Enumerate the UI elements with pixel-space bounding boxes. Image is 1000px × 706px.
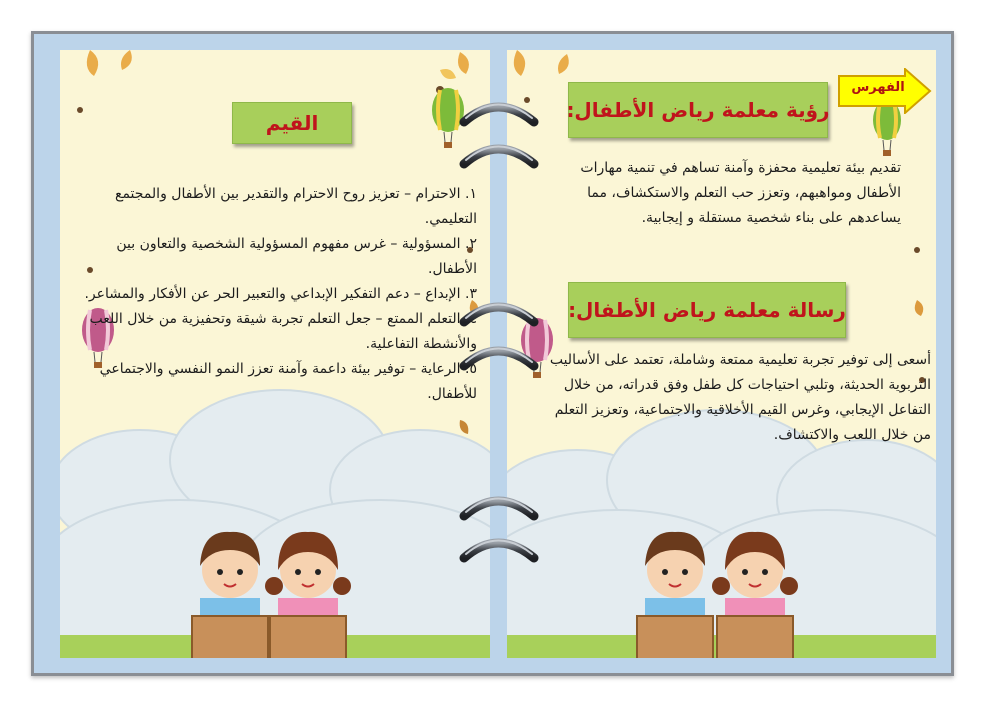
mission-text: أسعى إلى توفير تجربة تعليمية ممتعة وشاملة، تعتمد على الأساليب التربوية الحديثة، وتلبي احتياجات كل طفل وفق قدراته، من خلال التفاعل الإيجابي، وغرس القيم الأخلاقية والاجتماعية، وتعزيز التعلم من خلال اللعب والاكتشاف. <box>549 352 931 443</box>
mission-title: رسالة معلمة رياض الأطفال: <box>568 282 846 338</box>
right-page <box>507 50 936 658</box>
index-button[interactable] <box>837 68 933 114</box>
vision-title: رؤية معلمة رياض الأطفال: <box>568 82 828 138</box>
vision-text: تقديم بيئة تعليمية محفزة وآمنة تساهم في تنمية مهارات الأطفال ومواهبهم، وتعزز حب التعلم والاستكشاف، مما يساعدهم على بناء شخصية مستقلة و إيجابية. <box>580 160 901 226</box>
values-title: القيم <box>232 102 352 144</box>
list-item: ٢. المسؤولية – غرس مفهوم المسؤولية الشخصية والتعاون بين الأطفال. <box>116 236 477 277</box>
values-list <box>75 182 477 407</box>
list-item: ١. الاحترام – تعزيز روح الاحترام والتقدير بين الأطفال والمجتمع التعليمي. <box>115 186 477 227</box>
binder-rings <box>452 96 544 580</box>
list-item: ٣. الإبداع – دعم التفكير الإبداعي والتعبير الحر عن الأفكار والمشاعر. <box>84 286 477 302</box>
left-page <box>60 50 490 658</box>
index-button-label: الفهرس <box>851 80 905 95</box>
list-item: ٤. التعلم الممتع – جعل التعلم تجربة شيقة وتحفيزية من خلال اللعب والأنشطة التفاعلية. <box>89 311 477 352</box>
list-item: ٥. الرعاية – توفير بيئة داعمة وآمنة تعزز النمو النفسي والاجتماعي للأطفال. <box>99 361 477 402</box>
